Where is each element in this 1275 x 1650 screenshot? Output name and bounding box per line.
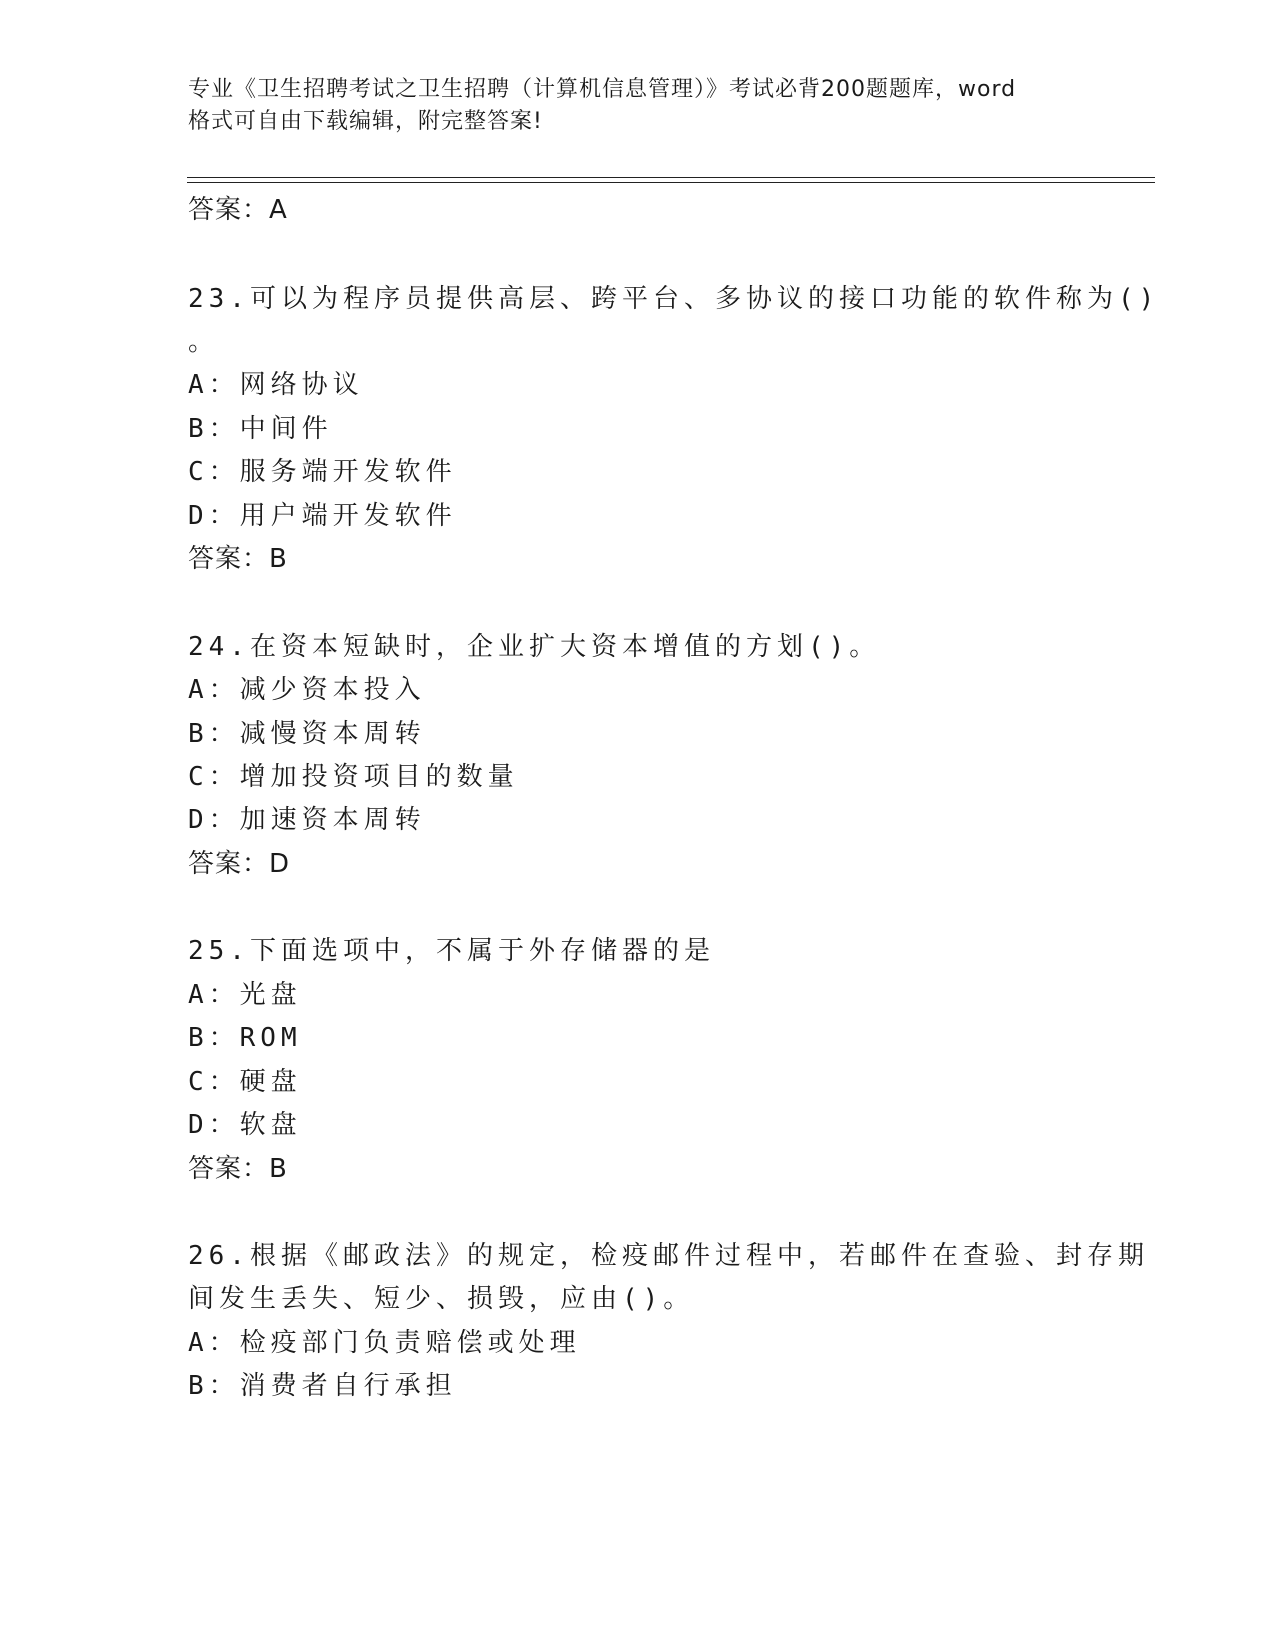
option-c: C：硬盘 — [188, 1067, 302, 1097]
header-divider-bottom — [187, 182, 1155, 183]
question-stem: 24.在资本短缺时，企业扩大资本增值的方划()。 — [188, 632, 881, 662]
option-a: A：光盘 — [188, 980, 302, 1010]
question-stem: 25.下面选项中，不属于外存储器的是 — [188, 936, 715, 966]
question-stem-continued: 。 — [188, 327, 220, 357]
header-divider-top — [187, 177, 1155, 178]
option-d: D：软盘 — [188, 1110, 302, 1140]
option-b: B：减慢资本周转 — [188, 719, 426, 749]
question-stem: 23.可以为程序员提供高层、跨平台、多协议的接口功能的软件称为() — [188, 284, 1160, 314]
option-b: B：中间件 — [188, 414, 333, 444]
answer-line: 答案：A — [188, 195, 288, 225]
option-d: D：用户端开发软件 — [188, 501, 457, 531]
question-stem-continued: 间发生丢失、短少、损毁，应由()。 — [188, 1284, 695, 1314]
option-c: C：增加投资项目的数量 — [188, 762, 519, 792]
answer-line: 答案：D — [188, 849, 291, 879]
option-b: B：ROM — [188, 1023, 302, 1053]
option-a: A：检疫部门负责赔偿或处理 — [188, 1328, 581, 1358]
option-b: B：消费者自行承担 — [188, 1371, 457, 1401]
answer-line: 答案：B — [188, 1154, 288, 1184]
answer-line: 答案：B — [188, 544, 288, 574]
header-line-1: 专业《卫生招聘考试之卫生招聘（计算机信息管理）》考试必背200题题库，word — [188, 77, 1017, 102]
option-d: D：加速资本周转 — [188, 805, 426, 835]
document-header — [188, 74, 1088, 138]
option-c: C：服务端开发软件 — [188, 457, 457, 487]
option-a: A：网络协议 — [188, 370, 364, 400]
header-line-2: 格式可自由下载编辑，附完整答案! — [188, 109, 543, 134]
question-stem: 26.根据《邮政法》的规定，检疫邮件过程中，若邮件在查验、封存期 — [188, 1241, 1149, 1271]
option-a: A：减少资本投入 — [188, 675, 426, 705]
